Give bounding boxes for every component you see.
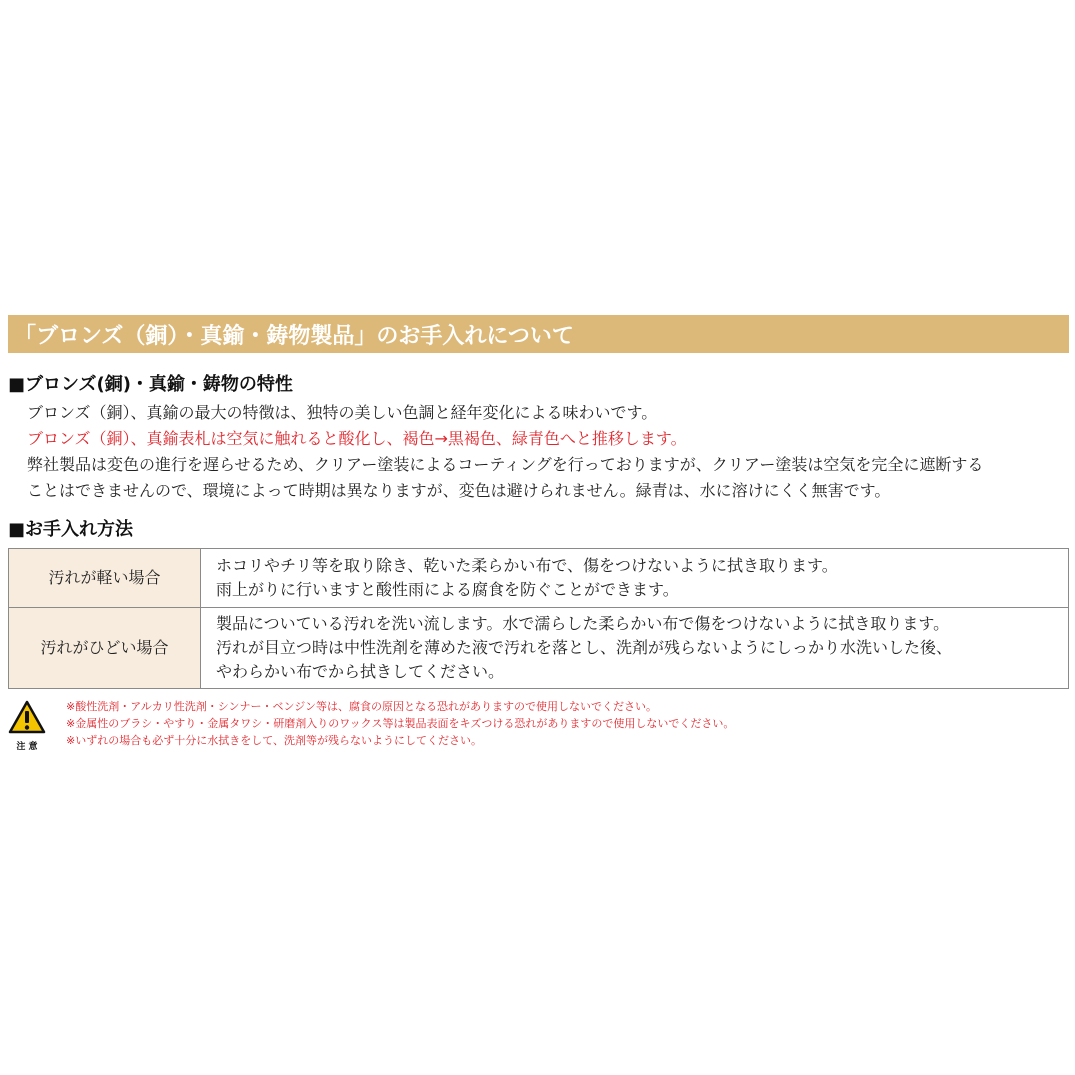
care-table <box>8 548 1069 689</box>
characteristics-line-3: 弊社製品は変色の進行を遅らせるため、クリアー塗装によるコーティングを行っておりますが、クリアー塗装は空気を完全に遮断する <box>27 455 984 474</box>
care-row-line: 雨上がりに行いますと酸性雨による腐食を防ぐことができます。 <box>216 580 679 599</box>
care-row-line: やわらかい布でから拭きしてください。 <box>216 662 505 681</box>
care-row-line: 汚れが目立つ時は中性洗剤を薄めた液で汚れを落とし、洗剤が残らないようにしっかり水洗いした後、 <box>216 638 953 657</box>
caution-label: 注 意 <box>16 742 38 752</box>
caution-note: ※いずれの場合も必ず十分に水拭きをして、洗剤等が残らないようにしてください。 <box>66 734 482 747</box>
care-row-description <box>201 608 1069 689</box>
warning-triangle-icon <box>8 700 46 734</box>
care-heading: ■お手入れ方法 <box>8 519 134 540</box>
characteristics-highlight-line: ブロンズ（銅）、真鍮表札は空気に触れると酸化し、褐色→黒褐色、緑青色へと推移します。 <box>27 429 687 448</box>
care-row-label: 汚れが軽い場合 <box>9 549 201 608</box>
characteristics-line-4: ことはできませんので、環境によって時期は異なりますが、変色は避けられません。緑青は、水に溶けにくく無害です。 <box>27 481 891 500</box>
care-row-line: ホコリやチリ等を取り除き、乾いた柔らかい布で、傷をつけないように拭き取ります。 <box>216 556 838 575</box>
care-row-line: 製品についている汚れを洗い流します。水で濡らした柔らかい布で傷をつけないように拭き取ります。 <box>216 614 950 633</box>
table-row <box>9 608 1069 689</box>
caution-note: ※酸性洗剤・アルカリ性洗剤・シンナー・ベンジン等は、腐食の原因となる恐れがありますので使用しないでください。 <box>66 700 657 713</box>
caution-note: ※金属性のブラシ・やすり・金属タワシ・研磨剤入りのワックス等は製品表面をキズつける恐れがありますので使用しないでください。 <box>66 717 735 730</box>
page-title: 「ブロンズ（銅）・真鍮・鋳物製品」のお手入れについて <box>14 323 574 349</box>
characteristics-heading: ■ブロンズ(銅)・真鍮・鋳物の特性 <box>8 374 293 395</box>
table-row <box>9 549 1069 608</box>
care-row-label: 汚れがひどい場合 <box>9 608 201 689</box>
caution-notes <box>66 698 734 749</box>
characteristics-line-1: ブロンズ（銅）、真鍮の最大の特徴は、独特の美しい色調と経年変化による味わいです。 <box>27 403 658 422</box>
care-row-description <box>201 549 1069 608</box>
title-banner <box>8 315 1069 353</box>
